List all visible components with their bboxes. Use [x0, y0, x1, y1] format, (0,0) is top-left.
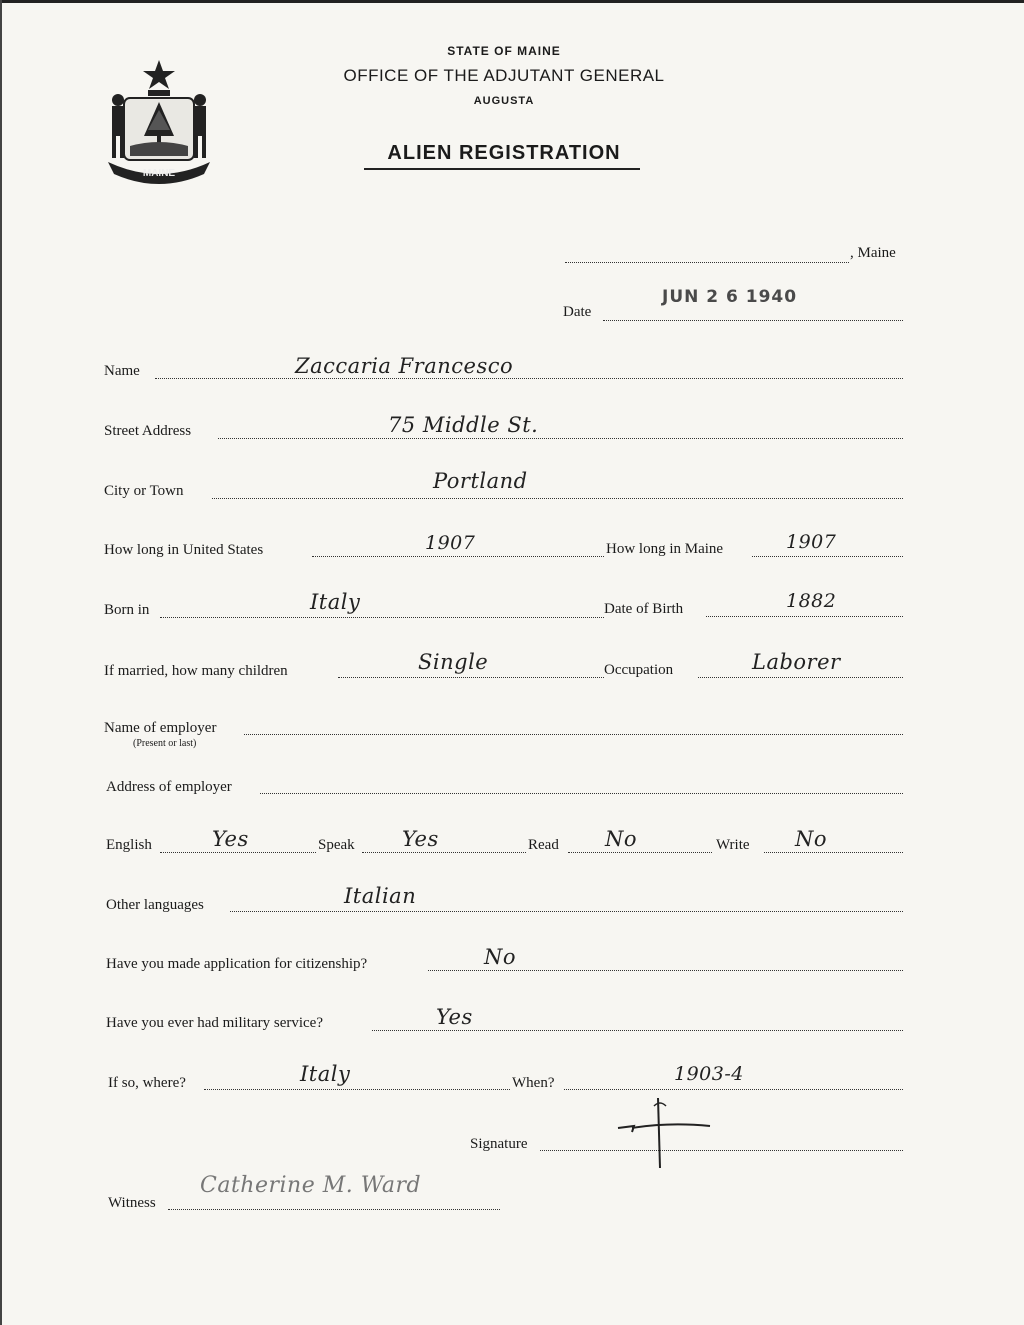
city-label: City or Town	[104, 483, 184, 499]
street-address-value: 75 Middle St.	[388, 413, 539, 437]
how-long-us-label: How long in United States	[104, 542, 264, 558]
date-line	[603, 320, 903, 321]
military-line	[372, 1030, 903, 1031]
date-stamp: JUN 2 6 1940	[662, 287, 798, 307]
write-value: No	[795, 827, 828, 851]
header-office: OFFICE OF THE ADJUTANT GENERAL	[343, 66, 665, 85]
how-long-maine-value: 1907	[786, 531, 837, 553]
other-languages-value: Italian	[344, 884, 417, 908]
date-of-birth-value: 1882	[786, 590, 837, 612]
employer-address-line	[260, 793, 903, 794]
name-line	[155, 378, 903, 379]
speak-label: Speak	[318, 837, 355, 853]
read-label: Read	[528, 837, 559, 853]
citizenship-line	[428, 970, 903, 971]
city-line	[212, 498, 903, 499]
how-long-us-value: 1907	[425, 532, 476, 554]
page-edge-left	[0, 0, 2, 1325]
employer-address-label: Address of employer	[106, 779, 232, 795]
military-value: Yes	[436, 1005, 473, 1029]
header-state: STATE OF MAINE	[447, 44, 561, 58]
form-title: ALIEN REGISTRATION	[387, 142, 621, 164]
date-of-birth-line	[706, 616, 903, 617]
signature-label: Signature	[470, 1136, 528, 1152]
city-value: Portland	[433, 469, 528, 493]
citizenship-label: Have you made application for citizenship?	[106, 956, 368, 972]
how-long-us-line	[312, 556, 604, 557]
english-value: Yes	[212, 827, 249, 851]
military-label: Have you ever had military service?	[106, 1015, 323, 1031]
occupation-line	[698, 677, 903, 678]
location-suffix: , Maine	[850, 245, 896, 261]
children-label: If married, how many children	[104, 663, 288, 679]
when-line	[564, 1089, 903, 1090]
date-of-birth-label: Date of Birth	[604, 601, 684, 617]
occupation-value: Laborer	[752, 650, 841, 674]
location-line	[565, 262, 849, 263]
signature-cross-mark-icon	[614, 1096, 714, 1170]
where-line	[204, 1089, 510, 1090]
other-languages-line	[230, 911, 903, 912]
where-label: If so, where?	[108, 1075, 186, 1091]
where-value: Italy	[300, 1062, 351, 1086]
speak-value: Yes	[402, 827, 439, 851]
english-line	[160, 852, 316, 853]
street-address-line	[218, 438, 903, 439]
page-edge-top	[0, 0, 1024, 3]
speak-line	[362, 852, 526, 853]
name-label: Name	[104, 363, 140, 379]
read-line	[568, 852, 712, 853]
employer-label: Name of employer	[104, 720, 217, 736]
write-line	[764, 852, 903, 853]
witness-line	[168, 1209, 500, 1210]
children-value: Single	[418, 650, 489, 674]
other-languages-label: Other languages	[106, 897, 204, 913]
street-address-label: Street Address	[104, 423, 192, 439]
title-underline	[364, 168, 640, 170]
witness-value: Catherine M. Ward	[200, 1173, 422, 1198]
occupation-label: Occupation	[604, 662, 674, 678]
when-value: 1903-4	[674, 1063, 744, 1085]
header-city: AUGUSTA	[473, 95, 535, 107]
english-label: English	[106, 837, 152, 853]
children-line	[338, 677, 604, 678]
write-label: Write	[716, 837, 750, 853]
employer-sublabel: (Present or last)	[133, 738, 197, 749]
when-label: When?	[512, 1075, 555, 1091]
name-value: Zaccaria Francesco	[295, 354, 514, 378]
citizenship-value: No	[484, 945, 517, 969]
svg-text:MAINE: MAINE	[142, 168, 176, 179]
read-value: No	[605, 827, 638, 851]
witness-label: Witness	[108, 1195, 156, 1211]
how-long-maine-line	[752, 556, 903, 557]
born-in-line	[160, 617, 604, 618]
employer-line	[244, 734, 903, 735]
signature-line	[540, 1150, 903, 1151]
born-in-label: Born in	[104, 602, 150, 618]
how-long-maine-label: How long in Maine	[606, 541, 724, 557]
born-in-value: Italy	[310, 590, 361, 614]
date-label: Date	[563, 304, 592, 320]
